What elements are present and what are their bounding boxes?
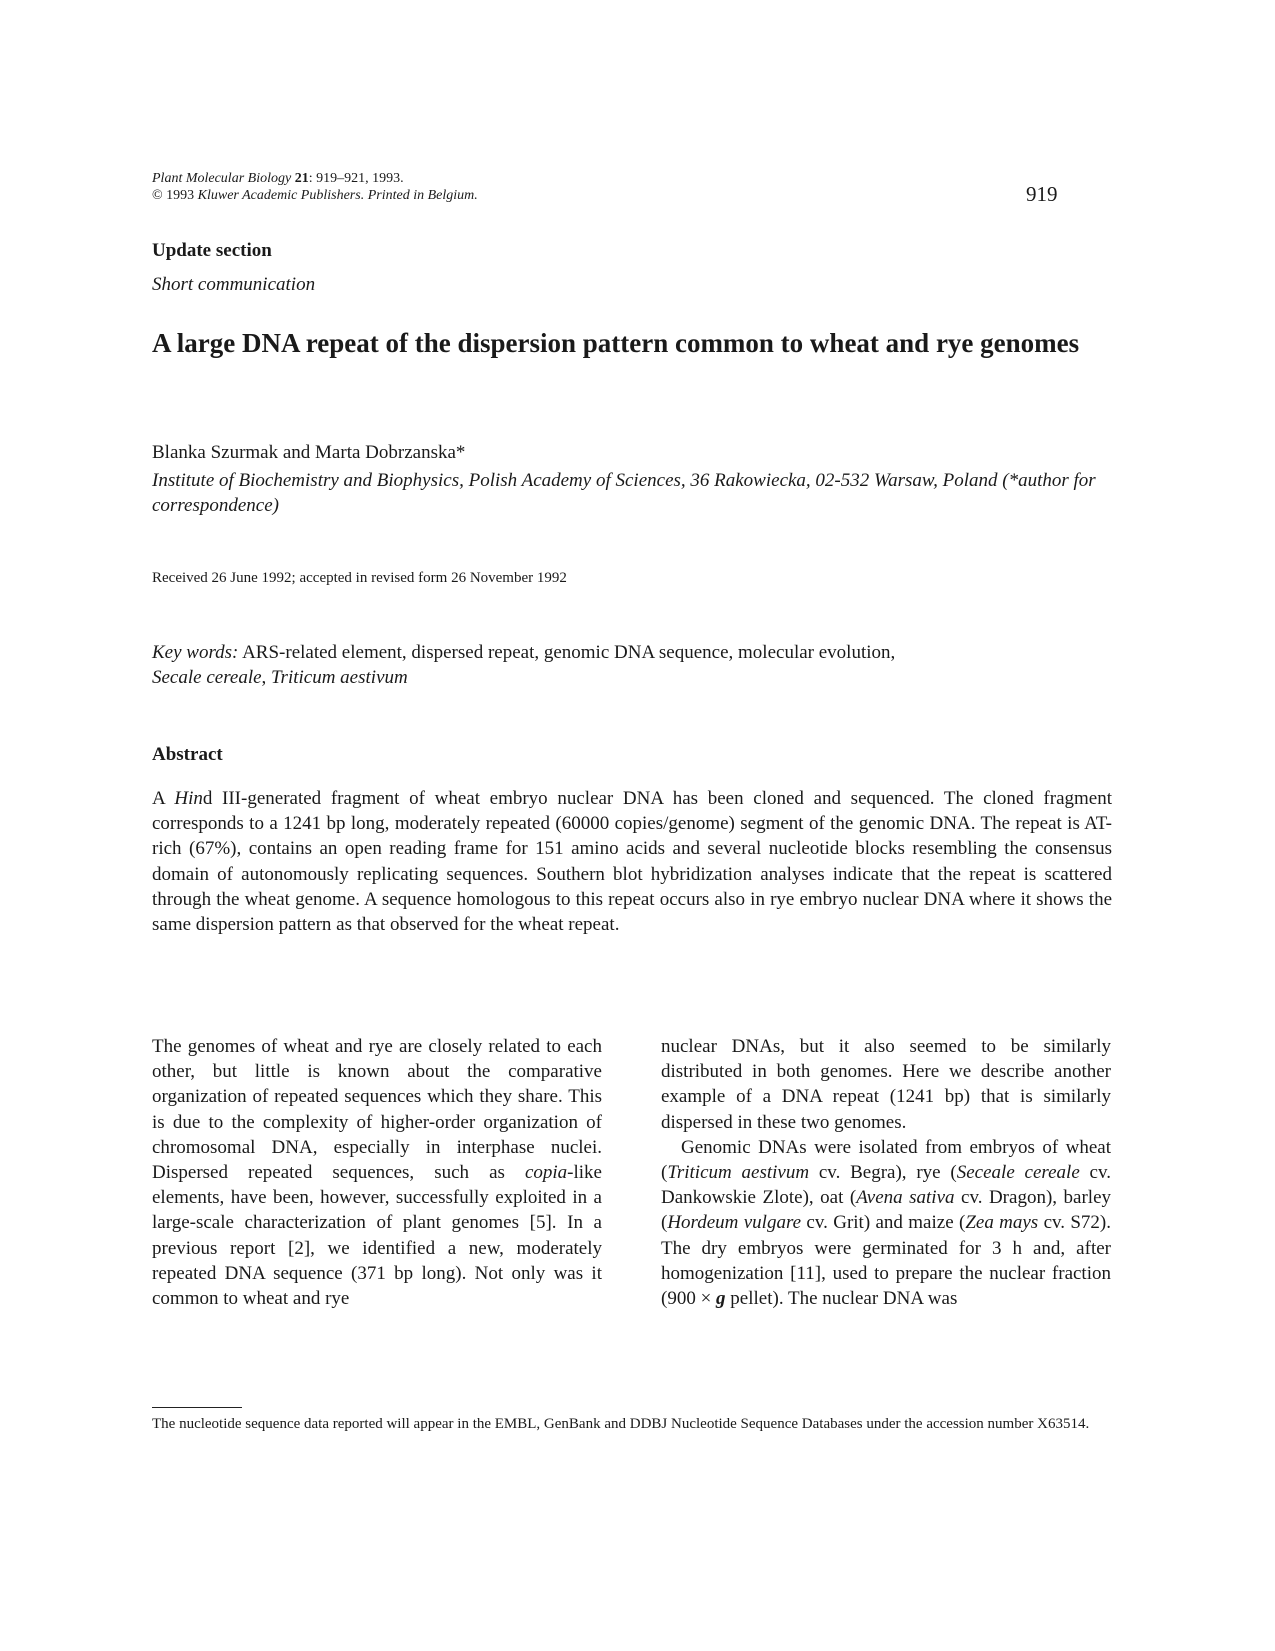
copyright-prefix: © 1993: [152, 188, 198, 203]
abstract-heading: Abstract: [152, 744, 223, 765]
body-text: cv. S72). The dry embryos were germinated for 3 h and, after homogenization [11], used to prepare the nuclear fraction (900 ×: [661, 1212, 1112, 1310]
copyright-line: [152, 187, 478, 204]
body-column-left: [152, 1034, 602, 1311]
journal-header: [152, 170, 478, 204]
species-name: Hordeum vulgare: [667, 1212, 802, 1234]
keywords: [152, 640, 1112, 690]
body-text: pellet). The nuclear DNA was: [725, 1288, 958, 1310]
journal-pages-year: : 919–921, 1993.: [308, 171, 404, 186]
received-dates: Received 26 June 1992; accepted in revised form 26 November 1992: [152, 570, 567, 586]
body-paragraph: [661, 1135, 1111, 1311]
journal-volume: 21: [294, 171, 309, 186]
keywords-separator: ,: [261, 667, 272, 688]
body-paragraph: [152, 1034, 602, 1311]
body-text: cv. Begra), rye (: [809, 1162, 957, 1184]
keywords-label: Key words:: [152, 642, 239, 663]
authors: Blanka Szurmak and Marta Dobrzanska*: [152, 442, 466, 463]
footnote-rule: [152, 1407, 242, 1408]
species-name: Avena sativa: [856, 1187, 955, 1209]
body-text: Genomic DNAs were isolated from embryos of wheat (: [661, 1136, 1111, 1184]
body-paragraph: nuclear DNAs, but it also seemed to be similarly distributed in both genomes. Here we describe another example of a DNA repeat (1241 bp) that is similarly dispersed in these two genomes.: [661, 1036, 1111, 1133]
abstract-rest: d III-generated fragment of wheat embryo nuclear DNA has been cloned and sequenced. The cloned fragment corresponds to a 1241 bp long, moderately repeated (60000 copies/genome) segment of the genomic DNA. The repeat is AT-rich (67%), contains an open reading frame for 151 amino acids and several nucleotide blocks resembling the consensus domain of autonomously replicating sequences. Southern blot hybridization analyses indicate that the repeat is scattered through the wheat genome. A sequence homologous to this repeat occurs also in rye embryo nuclear DNA where it shows the same dispersion pattern as that observed for the wheat repeat.: [152, 788, 1112, 936]
article-title: A large DNA repeat of the dispersion pattern common to wheat and rye genomes: [152, 328, 1080, 358]
species-name: Seceale cereale: [956, 1162, 1080, 1184]
keywords-text: ARS-related element, dispersed repeat, genomic DNA sequence, molecular evolution,: [238, 642, 896, 663]
publisher: Kluwer Academic Publishers. Printed in Belgium.: [197, 188, 478, 203]
footnote: The nucleotide sequence data reported will appear in the EMBL, GenBank and DDBJ Nucleotide Sequence Databases under the accession number X63514.: [152, 1416, 1090, 1432]
body-italic: copia: [524, 1162, 568, 1184]
gravity-symbol: g: [716, 1288, 726, 1310]
communication-type: Short communication: [152, 274, 316, 295]
journal-citation: [152, 170, 478, 187]
section-label: Update section: [152, 240, 272, 261]
affiliation: Institute of Biochemistry and Biophysics, Polish Academy of Sciences, 36 Rakowiecka, 02-532 Warsaw, Poland (*author for correspondence): [152, 470, 1096, 516]
abstract-text: [152, 786, 1112, 937]
body-text: cv. Grit) and maize (: [801, 1212, 966, 1234]
species-name: Triticum aestivum: [667, 1162, 810, 1184]
abstract-italic: Hin: [174, 788, 203, 809]
keyword-species-2: Triticum aestivum: [271, 667, 408, 688]
body-text: cv. Dankowskie Zlote), oat (: [661, 1162, 1112, 1209]
keyword-species-1: Secale cereale: [152, 667, 262, 688]
body-column-right: [661, 1034, 1111, 1311]
body-text: -like elements, have been, however, successfully exploited in a large-scale characterization of plant genomes [5]. In a previous report [2], we identified a new, moderately repeated DNA sequence (371 bp long). Not only was it common to wheat and rye: [152, 1162, 602, 1310]
body-text: cv. Dragon), barley (: [661, 1187, 1111, 1234]
species-name: Zea mays: [965, 1212, 1039, 1234]
body-text: The genomes of wheat and rye are closely related to each other, but little is known about the comparative organization of repeated sequences which they share. This is due to the complexity of higher-order organization of chromosomal DNA, especially in interphase nuclei. Dispersed repeated sequences, such as: [152, 1036, 602, 1184]
page-number: 919: [1026, 182, 1058, 206]
journal-name: Plant Molecular Biology: [152, 171, 292, 186]
abstract-pre: A: [152, 788, 175, 809]
